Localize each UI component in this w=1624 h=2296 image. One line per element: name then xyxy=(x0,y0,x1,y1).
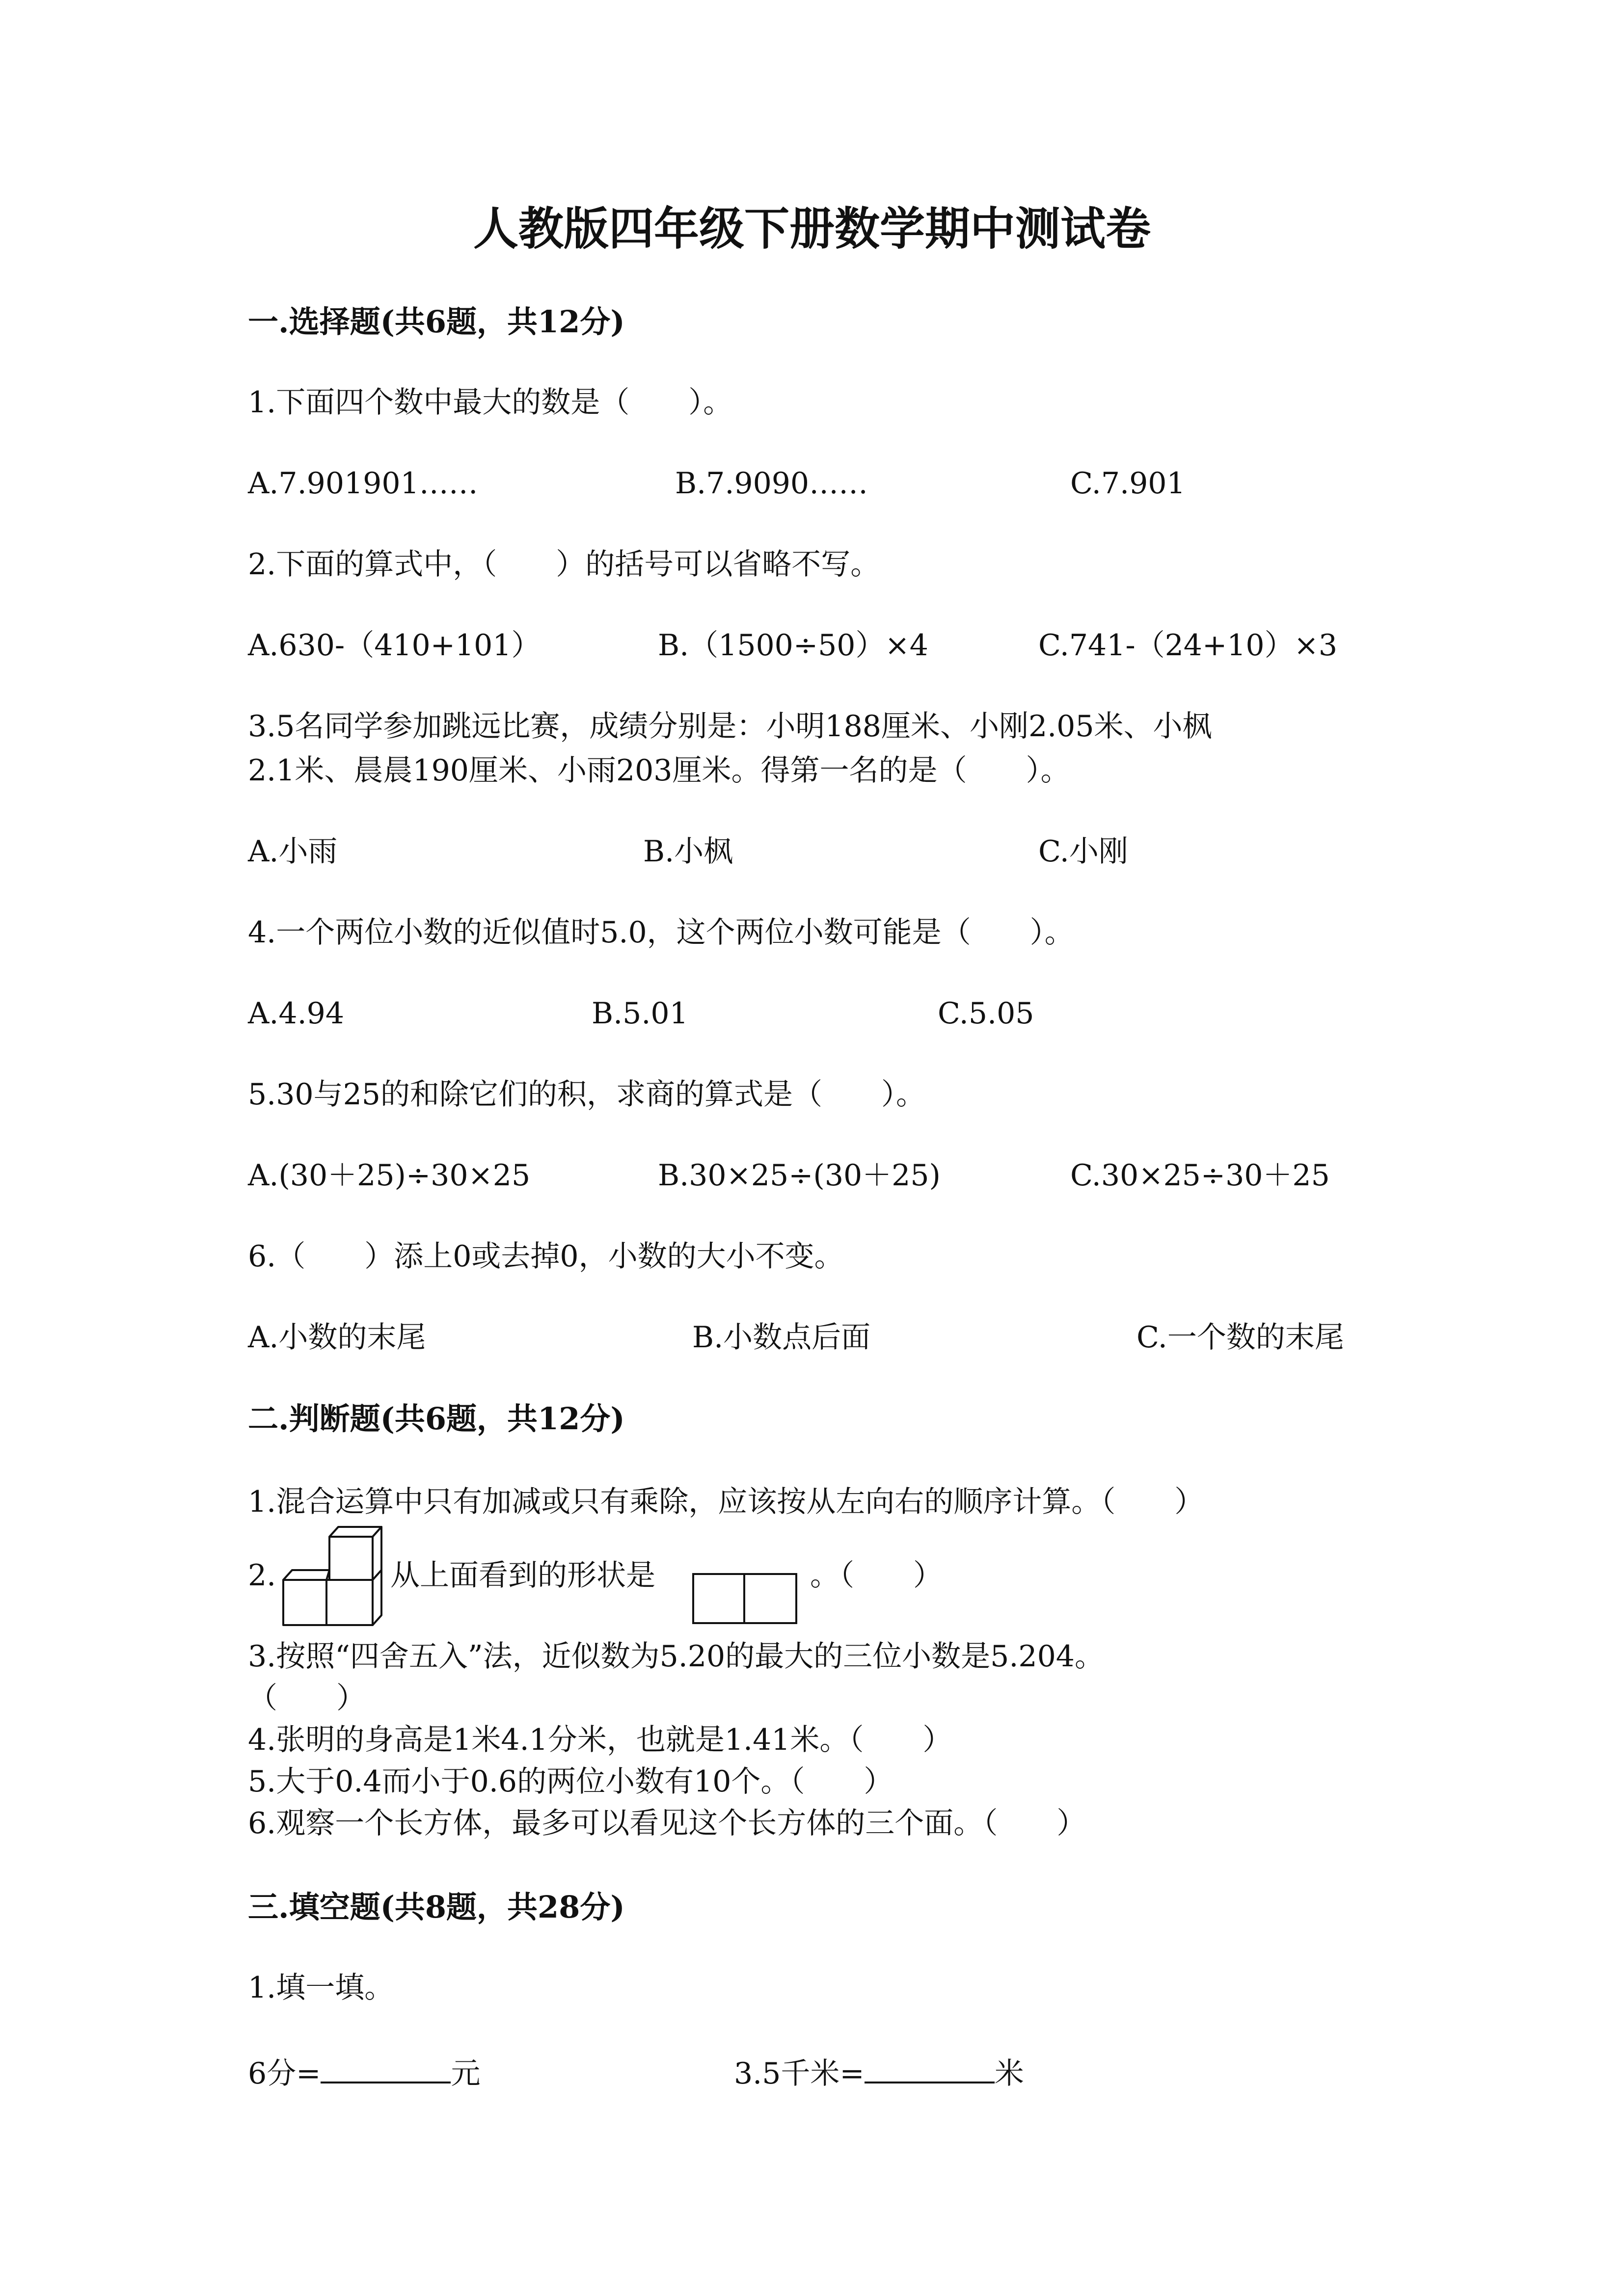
question-stem-line: 3.5名同学参加跳远比赛，成绩分别是：小明188厘米、小刚2.05米、小枫 xyxy=(248,709,1212,744)
option-a: A.630-（410+101） xyxy=(248,628,541,663)
question-stem: 4.一个两位小数的近似值时5.0，这个两位小数可能是（ ）。 xyxy=(248,915,1074,950)
answer-blank[interactable] xyxy=(865,2054,995,2083)
option-a: A.4.94 xyxy=(248,996,344,1031)
question-stem: 4.张明的身高是1米4.1分米，也就是1.41米。（ ） xyxy=(248,1723,952,1757)
question-stem-line: 2.1米、晨晨190厘米、小雨203厘米。得第一名的是（ ）。 xyxy=(248,753,1070,788)
option-c: C.741-（24+10）×3 xyxy=(1038,628,1338,663)
question-stem: 6.观察一个长方体，最多可以看见这个长方体的三个面。（ ） xyxy=(248,1806,1086,1841)
question-stem: 5.30与25的和除它们的积，求商的算式是（ ）。 xyxy=(248,1077,925,1112)
question-stem: 1.混合运算中只有加减或只有乘除，应该按从左向右的顺序计算。（ ） xyxy=(248,1485,1204,1519)
option-b: B.30×25÷(30＋25) xyxy=(658,1158,941,1193)
option-c: C.5.05 xyxy=(938,996,1034,1031)
question-stem: 1.填一填。 xyxy=(248,1971,394,2005)
question-suffix: 。（ ） xyxy=(810,1558,943,1593)
option-b: B.小枫 xyxy=(643,834,733,869)
option-b: B.小数点后面 xyxy=(692,1320,871,1355)
question-stem: 1.下面四个数中最大的数是（ ）。 xyxy=(248,385,733,420)
option-b: B.7.9090…… xyxy=(675,466,868,501)
option-c: C.30×25÷30＋25 xyxy=(1070,1158,1330,1193)
blank-after: 米 xyxy=(994,2056,1024,2091)
blank-before: 3.5千米= xyxy=(734,2056,865,2091)
blank-before: 6分= xyxy=(248,2056,321,2091)
question-middle: 从上面看到的形状是 xyxy=(390,1558,655,1593)
fill-blank-item xyxy=(734,2054,1024,2091)
section-heading-fill-blank: 三.填空题(共8题，共28分) xyxy=(248,1889,625,1925)
question-stem-line: 3.按照“四舍五入”法，近似数为5.20的最大的三位小数是5.204。 xyxy=(248,1639,1104,1674)
fill-blank-item xyxy=(248,2054,481,2091)
question-stem: 2.下面的算式中，（ ）的括号可以省略不写。 xyxy=(248,547,880,582)
option-b: B.5.01 xyxy=(592,996,688,1031)
stacked-cubes-figure xyxy=(282,1524,385,1629)
answer-blank[interactable] xyxy=(321,2054,451,2083)
question-stem: 5.大于0.4而小于0.6的两位小数有10个。（ ） xyxy=(248,1764,893,1799)
option-a: A.7.901901…… xyxy=(248,466,478,501)
question-stem-line: （ ） xyxy=(248,1681,366,1715)
top-view-squares-figure xyxy=(692,1573,798,1625)
blank-after: 元 xyxy=(451,2056,481,2091)
option-c: C.7.901 xyxy=(1070,466,1186,501)
option-b: B.（1500÷50）×4 xyxy=(658,628,928,663)
section-heading-judgement: 二.判断题(共6题，共12分) xyxy=(248,1401,625,1437)
section-heading-choice: 一.选择题(共6题，共12分) xyxy=(248,304,625,340)
option-a: A.小雨 xyxy=(248,834,338,869)
question-prefix: 2. xyxy=(248,1558,276,1593)
option-c: C.一个数的末尾 xyxy=(1137,1320,1344,1355)
option-a: A.(30＋25)÷30×25 xyxy=(248,1158,531,1193)
page-title: 人教版四年级下册数学期中测试卷 xyxy=(473,202,1151,255)
question-stem: 6.（ ）添上0或去掉0，小数的大小不变。 xyxy=(248,1239,844,1274)
option-a: A.小数的末尾 xyxy=(248,1320,426,1355)
option-c: C.小刚 xyxy=(1038,834,1128,869)
